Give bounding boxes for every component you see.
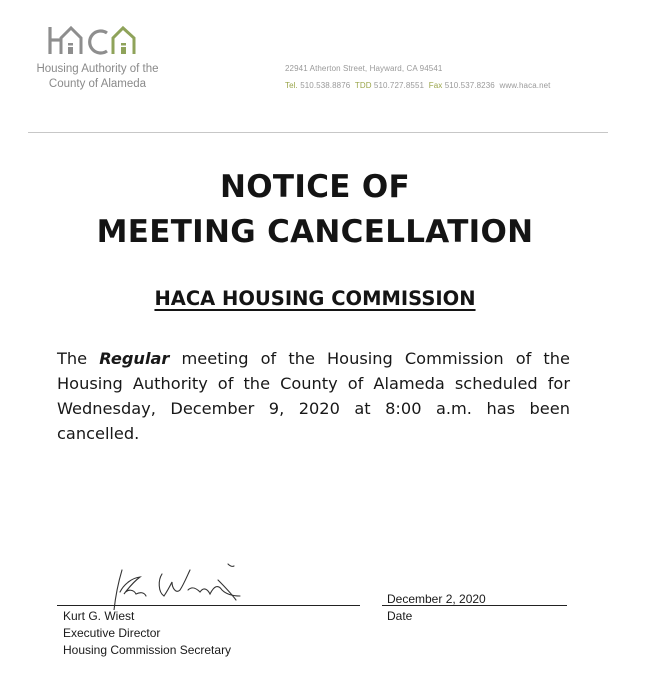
notice-subtitle — [0, 287, 630, 310]
logo-letter-h — [50, 27, 61, 54]
address: 22941 Atherton Street, Hayward, CA 94541 — [285, 64, 443, 73]
tel-label: Tel. — [285, 81, 298, 90]
website-link[interactable]: www.haca.net — [499, 81, 551, 90]
handwritten-signature — [100, 560, 250, 610]
body-prefix: The — [57, 349, 100, 368]
signature-line — [57, 605, 360, 606]
organization-name — [20, 62, 175, 92]
signed-date: December 2, 2020 — [387, 592, 486, 606]
logo-letter-c — [90, 31, 107, 53]
org-name-line2: County of Alameda — [48, 78, 147, 90]
body-text: meeting of the Housing Commission of the Housing Authority of the County of Alameda scheduled for Wednesday, December 9, 2020 at 8:00 a.m. has been cancelled. — [57, 349, 570, 443]
contact-numbers — [285, 81, 551, 90]
commission-name: HACA HOUSING COMMISSION — [154, 287, 476, 310]
header-divider — [28, 132, 608, 133]
tel-number: 510.538.8876 — [300, 81, 351, 90]
org-name-line1: Housing Authority of the — [36, 63, 159, 75]
tdd-label: TDD — [354, 81, 372, 90]
haca-logo — [47, 24, 139, 56]
fax-label: Fax — [428, 81, 443, 90]
notice-title-line1: NOTICE OF — [220, 169, 410, 205]
notice-title-line2: MEETING CANCELLATION — [96, 214, 534, 250]
signer-title: Executive Director — [63, 626, 161, 640]
notice-body — [57, 346, 570, 446]
meeting-type: Regular — [99, 349, 170, 368]
signer-role: Housing Commission Secretary — [63, 643, 232, 657]
tdd-number: 510.727.8551 — [373, 81, 425, 90]
date-label: Date — [387, 609, 413, 623]
fax-number: 510.537.8236 — [444, 81, 495, 90]
signer-name: Kurt G. Wiest — [63, 609, 135, 623]
